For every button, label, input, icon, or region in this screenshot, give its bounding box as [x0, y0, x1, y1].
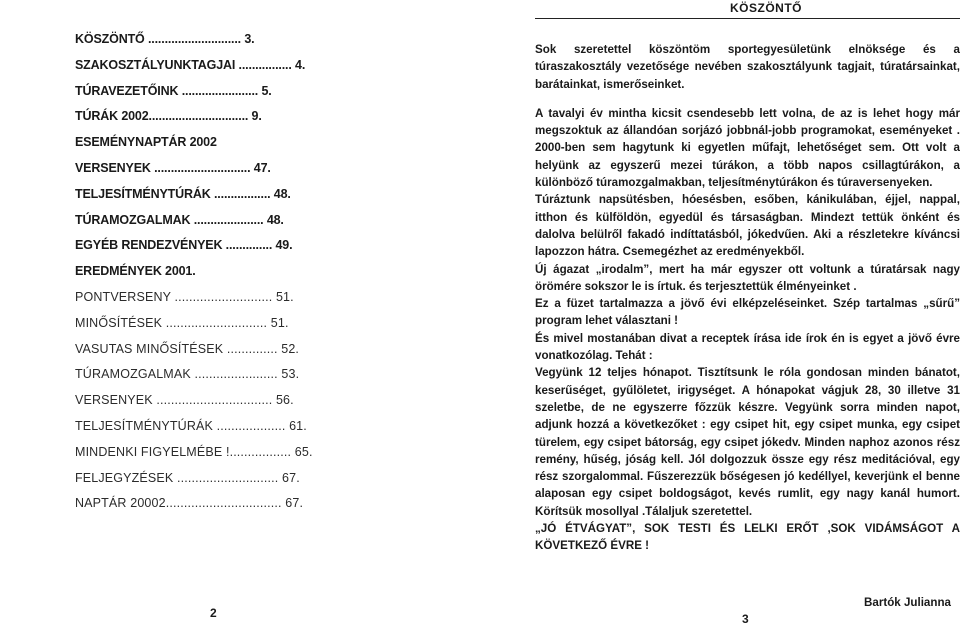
header-title: KÖSZÖNTŐ: [730, 1, 802, 15]
toc-entry: VERSENYEK ............................. 47.: [75, 160, 271, 175]
running-header: [535, 0, 960, 19]
toc-entry: PONTVERSENY ........................... 51.: [75, 289, 294, 304]
toc-entry: TELJESÍTMÉNYTÚRÁK ................. 48.: [75, 186, 291, 201]
paragraph: Új ágazat „irodalm”, mert ha már egyszer ott voltunk a túratársak nagy örömére sokszor le is írtuk. és terjesztettük élményeinket .: [535, 262, 960, 293]
toc-entry: TÚRAMOZGALMAK ..................... 48.: [75, 212, 284, 227]
paragraph: Vegyünk 12 teljes hónapot. Tisztítsunk le róla gondosan minden bánatot, keserűséget, gyűlöletet, irigységet. A hónapokat vágjuk 28, 30 illetve 31 szeletbe, de ne egyszerre főzzük készre. Vegyünk sorra minden napot, adjunk hozzá a következőket : egy csipet hit, egy csipet munka, egy csipet türelem, egy csipet bátorság, egy csipet jókedv. Minden naphoz azonos rész remény, hűség, jóság kell. Jól dolgozzuk össze egy rész meditációval, egy rész szorgalommal. Fűszerezzük bőségesen jó kedéllyel, keverjünk el benne alaposan egy csipet boldogságot, kevés rumlit, egy nagy kanál humort. Körítsük mosollyal .Tálaljuk szeretettel.: [535, 366, 960, 518]
paragraph: Túráztunk napsütésben, hóesésben, esőben, kánikulában, éjjel, nappal, itthon és külföldön, egyedül és társaságban. Mindezt tettük önként és dalolva belülről fakadó indíttatásból, jókedvűen. Aki a részletekre kíváncsi lapozzon hátra. Csemegézhet az eredményekből.: [535, 193, 960, 259]
table-of-contents: [75, 27, 455, 517]
toc-entry: MINŐSÍTÉSEK ............................ 51.: [75, 315, 289, 330]
toc-entry: EGYÉB RENDEZVÉNYEK .............. 49.: [75, 238, 293, 253]
right-page: [480, 0, 960, 631]
paragraph: Sok szeretettel köszöntöm sportegyesületünk elnöksége és a túraszakosztály vezetősége nevében szakosztályunk tagjait, túratársainkat, barátainkat, ismerőseinket.: [535, 43, 960, 91]
paragraph: Ez a füzet tartalmazza a jövő évi elképzeléseinket. Szép tartalmas „sűrű” program lehet választani !: [535, 297, 960, 328]
toc-entry: TELJESÍTMÉNYTÚRÁK ................... 61.: [75, 418, 307, 433]
page-number: 3: [742, 612, 749, 626]
toc-entry: VASUTAS MINŐSÍTÉSEK .............. 52.: [75, 341, 300, 356]
toc-entry: ESEMÉNYNAPTÁR 2002: [75, 135, 217, 150]
left-page: [0, 0, 470, 631]
paragraph: „JÓ ÉTVÁGYAT”, SOK TESTI ÉS LELKI ERŐT ,SOK VIDÁMSÁGOT A KÖVETKEZŐ ÉVRE !: [535, 522, 960, 553]
toc-entry: NAPTÁR 20002................................ 67.: [75, 496, 304, 511]
toc-entry: SZAKOSZTÁLYUNKTAGJAI ................ 4.: [75, 57, 306, 72]
toc-entry: FELJEGYZÉSEK ............................ 67.: [75, 470, 300, 485]
toc-entry: TÚRAVEZETŐINK ....................... 5.: [75, 83, 272, 98]
toc-entry: TÚRAMOZGALMAK ....................... 53.: [75, 367, 300, 382]
toc-entry: MINDENKI FIGYELMÉBE !................. 65.: [75, 444, 313, 459]
signature: Bartók Julianna: [864, 596, 951, 609]
greeting-text: [535, 41, 960, 555]
toc-entry: KÖSZÖNTŐ ............................ 3.: [75, 32, 255, 46]
toc-entry: EREDMÉNYEK 2001.: [75, 264, 196, 279]
toc-entry: VERSENYEK ................................ 56.: [75, 393, 294, 408]
page-number: 2: [210, 606, 217, 620]
paragraph: És mivel mostanában divat a receptek írása ide írok én is egyet a jövő évre vonatkozólag. Tehát :: [535, 331, 960, 363]
toc-entry: TÚRÁK 2002.............................. 9.: [75, 109, 262, 124]
paragraph: A tavalyi év mintha kicsit csendesebb lett volna, de az is lehet hogy már megszoktuk az állandóan sorjázó jobbnál-jobb programokat, eseményeket . 2000-ben sem hagytunk ki egyetlen műfajt, lehetőséget sem. Ott volt a helyünk az egyszerű mezei túrákon, a több napos csillagtúrákon, a különböző túramozgalmakban, teljesítménytúrákon és túraversenyeken.: [535, 106, 960, 190]
